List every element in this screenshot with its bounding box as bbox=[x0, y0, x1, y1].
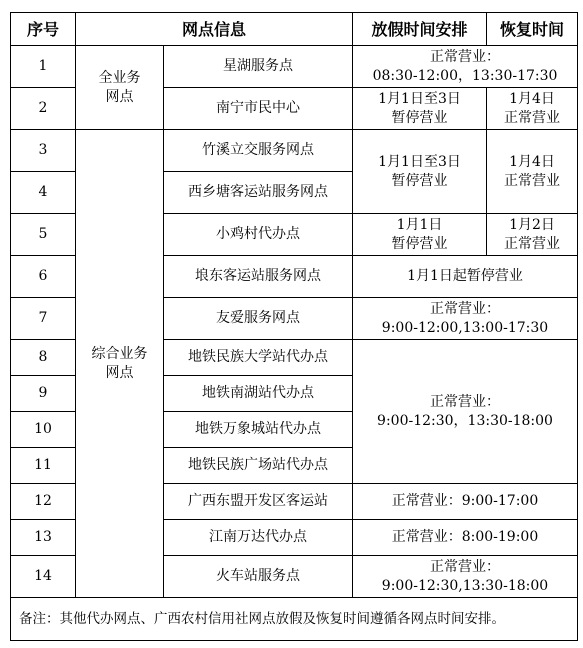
outlet-name: 南宁市民中心 bbox=[164, 88, 353, 130]
outlet-name: 小鸡村代办点 bbox=[164, 214, 353, 256]
holiday-schedule: 1月1日至3日 暂停营业 bbox=[353, 88, 487, 130]
outlet-name: 竹溪立交服务网点 bbox=[164, 130, 353, 172]
schedule-table-container bbox=[10, 12, 578, 641]
outlet-name: 西乡塘客运站服务网点 bbox=[164, 172, 353, 214]
holiday-schedule-table bbox=[10, 12, 578, 641]
row-number: 3 bbox=[11, 130, 76, 172]
row-number: 7 bbox=[11, 298, 76, 340]
outlet-name: 江南万达代办点 bbox=[164, 520, 353, 556]
row-number: 10 bbox=[11, 412, 76, 448]
row-number: 1 bbox=[11, 46, 76, 88]
outlet-name: 广西东盟开发区客运站 bbox=[164, 484, 353, 520]
header-seq: 序号 bbox=[11, 13, 76, 46]
business-hours: 正常营业： 9:00-12:30,13:30-18:00 bbox=[353, 556, 578, 598]
outlet-name: 地铁南湖站代办点 bbox=[164, 376, 353, 412]
business-hours: 正常营业：9:00-17:00 bbox=[353, 484, 578, 520]
outlet-name: 地铁民族大学站代办点 bbox=[164, 340, 353, 376]
holiday-schedule: 1月1日 暂停营业 bbox=[353, 214, 487, 256]
outlet-name: 埌东客运站服务网点 bbox=[164, 256, 353, 298]
row-number: 5 bbox=[11, 214, 76, 256]
category-full-service: 全业务 网点 bbox=[76, 46, 164, 130]
outlet-name: 火车站服务点 bbox=[164, 556, 353, 598]
business-hours: 正常营业： 9:00-12:00,13:00-17:30 bbox=[353, 298, 578, 340]
outlet-name: 地铁万象城站代办点 bbox=[164, 412, 353, 448]
row-number: 4 bbox=[11, 172, 76, 214]
header-resume: 恢复时间 bbox=[487, 13, 578, 46]
resume-schedule: 1月2日 正常营业 bbox=[487, 214, 578, 256]
header-holiday: 放假时间安排 bbox=[353, 13, 487, 46]
table-row bbox=[11, 46, 578, 88]
row-number: 9 bbox=[11, 376, 76, 412]
table-row bbox=[11, 130, 578, 172]
business-hours: 1月1日起暂停营业 bbox=[353, 256, 578, 298]
business-hours: 正常营业： 9:00-12:30，13:30-18:00 bbox=[353, 340, 578, 484]
row-number: 14 bbox=[11, 556, 76, 598]
footnote: 备注：其他代办网点、广西农村信用社网点放假及恢复时间遵循各网点时间安排。 bbox=[11, 598, 578, 641]
resume-schedule: 1月4日 正常营业 bbox=[487, 130, 578, 214]
holiday-schedule: 1月1日至3日 暂停营业 bbox=[353, 130, 487, 214]
business-hours: 正常营业： 08:30-12:00，13:30-17:30 bbox=[353, 46, 578, 88]
row-number: 11 bbox=[11, 448, 76, 484]
row-number: 2 bbox=[11, 88, 76, 130]
resume-schedule: 1月4日 正常营业 bbox=[487, 88, 578, 130]
outlet-name: 星湖服务点 bbox=[164, 46, 353, 88]
header-outlet: 网点信息 bbox=[76, 13, 353, 46]
row-number: 13 bbox=[11, 520, 76, 556]
row-number: 6 bbox=[11, 256, 76, 298]
row-number: 8 bbox=[11, 340, 76, 376]
header-row bbox=[11, 13, 578, 46]
row-number: 12 bbox=[11, 484, 76, 520]
note-row bbox=[11, 598, 578, 641]
outlet-name: 地铁民族广场站代办点 bbox=[164, 448, 353, 484]
business-hours: 正常营业：8:00-19:00 bbox=[353, 520, 578, 556]
outlet-name: 友爱服务网点 bbox=[164, 298, 353, 340]
category-comprehensive: 综合业务 网点 bbox=[76, 130, 164, 598]
